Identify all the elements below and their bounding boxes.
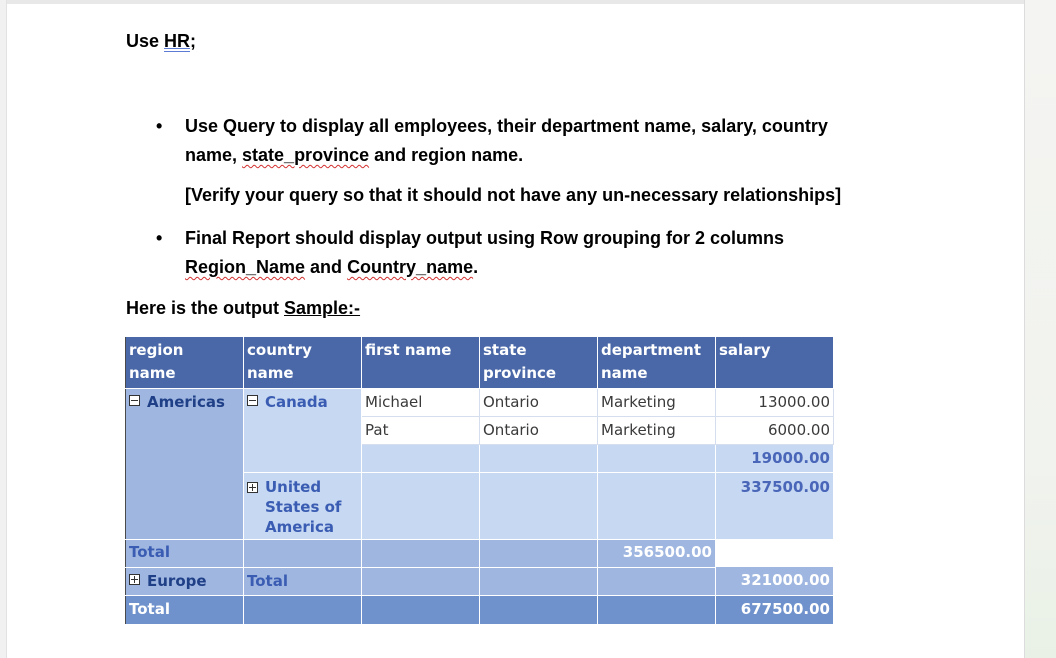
bullet-dot: •	[156, 228, 163, 248]
header-row	[126, 337, 834, 388]
header-first-name[interactable]: first name	[362, 337, 480, 388]
canada-subtotal-value: 19000.00	[716, 444, 834, 472]
window-top-border	[0, 0, 1056, 4]
use-db-line: Use HR;	[126, 31, 197, 51]
report-table	[125, 337, 834, 625]
header-department-name[interactable]: department name	[598, 337, 716, 388]
page-left-margin	[0, 0, 7, 658]
output-sample-link[interactable]: Sample:-	[284, 298, 361, 318]
usa-total-value: 337500.00	[716, 472, 834, 539]
americas-total-label: Total	[126, 539, 244, 567]
verify-note: [Verify your query so that it should not have any un-necessary relationships]	[185, 185, 842, 205]
americas-total-row	[126, 539, 834, 567]
cell-first-name: Pat	[362, 416, 480, 444]
output-sample-line: Here is the output Sample:-	[126, 298, 361, 318]
europe-row	[126, 567, 834, 595]
region-cell-americas: Americas	[126, 388, 244, 539]
region-cell-europe: Europe	[126, 567, 244, 595]
grand-total-label: Total	[126, 595, 244, 624]
bullet2-line1: Final Report should display output using Row grouping for 2 columns	[185, 228, 784, 248]
grand-total-value: 677500.00	[716, 595, 834, 624]
cell-department: Marketing	[598, 416, 716, 444]
page-right-margin	[1024, 0, 1056, 658]
cell-state: Ontario	[480, 416, 598, 444]
table-row	[126, 388, 834, 416]
db-name-link[interactable]: HR;	[164, 31, 197, 51]
bullet1-line1: Use Query to display all employees, their department name, salary, country	[185, 116, 828, 136]
europe-total-value: 321000.00	[716, 567, 834, 595]
header-country-name[interactable]: country name	[244, 337, 362, 388]
grand-total-row	[126, 595, 834, 624]
header-region-name[interactable]: region name	[126, 337, 244, 388]
bullet2-line2: Region_Name and Country_name.	[185, 257, 479, 277]
bullet1-line2: name, state_province and region name.	[185, 145, 524, 165]
collapse-toggle-icon[interactable]	[247, 395, 258, 406]
europe-total-label: Total	[244, 567, 362, 595]
expand-toggle-icon[interactable]	[247, 482, 258, 493]
cell-department: Marketing	[598, 388, 716, 416]
cell-state: Ontario	[480, 388, 598, 416]
country-cell-canada: Canada	[244, 388, 362, 472]
collapse-toggle-icon[interactable]	[129, 395, 140, 406]
header-state-province[interactable]: state province	[480, 337, 598, 388]
bullet-dot: •	[156, 116, 163, 136]
americas-total-value: 356500.00	[598, 539, 716, 567]
country-cell-usa: United States of America	[244, 472, 362, 539]
cell-salary: 6000.00	[716, 416, 834, 444]
cell-salary: 13000.00	[716, 388, 834, 416]
header-salary[interactable]: salary	[716, 337, 834, 388]
cell-first-name: Michael	[362, 388, 480, 416]
expand-toggle-icon[interactable]	[129, 574, 140, 585]
